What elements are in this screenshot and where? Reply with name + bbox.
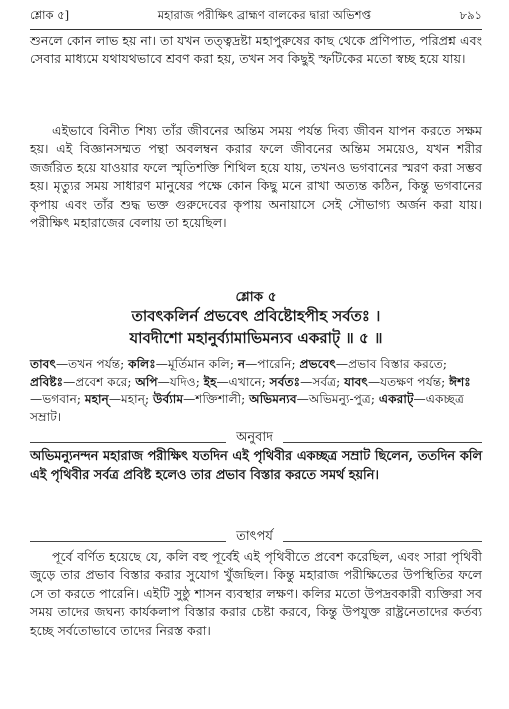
synonym-meaning: তখন পর্যন্ত — [68, 357, 121, 371]
synonym-word: কলিঃ — [128, 357, 156, 371]
verse-line-2: যাবদীশো মহানুর্ব্যামাভিমন্যব একরাট্ ॥ ৫ ॥ — [129, 329, 383, 347]
synonym-meaning: অভিমন্যু-পুত্র — [308, 392, 371, 407]
synonym-word: অপি — [135, 374, 158, 389]
synonym-meaning: একচ্ছত্র সম্রাট — [30, 392, 465, 424]
synonym-meaning: এখানে — [228, 374, 262, 389]
synonym-meaning: যদিও — [169, 374, 196, 389]
page-header — [30, 4, 482, 28]
synonyms-block: তাবৎ—তখন পর্যন্ত; কলিঃ—মূর্তিমান কলি; ন—পারেনি; প্রভবেৎ—প্রভাব বিস্তার করতে; প্রবিষ্টঃ—প্রবেশ করে; অপি—যদিও; ইহ—এখানে; সর্বতঃ—সর্বত্র; যাবৎ—যতক্ষণ পর্যন্ত; ঈশঃ—ভগবান; মহান্—মহান্; উর্ব্যাম—শক্তিশালী; অভিমন্যব—অভিমন্যু-পুত্র; একরাট্—একচ্ছত্র সম্রাট। — [30, 357, 471, 424]
purport-text: পূর্বে বর্ণিত হয়েছে যে, কলি বহু পূর্বেই এই পৃথিবীতে প্রবেশ করেছিল, এবং সারা পৃথিবী জুড়ে তার প্রভাব বিস্তার করার সুযোগ খুঁজছিল। কিন্তু মহারাজ পরীক্ষিতের উপস্থিতির ফলে সে তা করতে পারেনি। এইটি সুষ্ঠু শাসন ব্যবস্থার লক্ষণ। কলির মতো উপদ্রবকারী ব্যক্তিরা সব সময় তাদের জঘন্য কার্যকলাপ বিস্তার করার চেষ্টা করবে, কিন্তু উপযুক্ত রাষ্ট্রনেতাদের কর্তব্য হচ্ছে সর্বতোভাবে তাদের নিরস্ত করা। — [30, 549, 482, 638]
synonym-word: ঈশঃ — [449, 374, 471, 389]
translation-heading: অনুবাদ — [226, 428, 283, 449]
synonym-meaning: মূর্তিমান কলি — [167, 357, 230, 371]
synonym-word: সর্বতঃ — [269, 374, 301, 389]
sloka-label: শ্লোক ৫ — [235, 289, 277, 305]
synonym-word: অভিমন্যব — [249, 392, 297, 407]
synonym-meaning: ভগবান — [42, 392, 77, 407]
synonym-word: উর্ব্যাম — [152, 392, 184, 407]
synonym-word: একরাট্ — [378, 392, 414, 407]
intro-paragraph-1: শুনলে কোন লাভ হয় না। তা যখন তত্ত্বদ্রষ্টা মহাপুরুষের কাছ থেকে প্রণিপাত, পরিপ্রশ্ন এবং সেবার মাধ্যমে যথাযথভাবে শ্রবণ করা হয়, তখন সব কিছুই স্ফটিকের মতো স্বচ্ছ হয়ে যায়। — [30, 33, 482, 67]
synonym-meaning: প্রবেশ করে — [75, 374, 128, 389]
synonym-word: প্রভবেৎ — [299, 357, 336, 371]
purport-heading: তাৎপর্য — [226, 527, 283, 548]
header-chapter-title: মহারাজ পরীক্ষিৎ ব্রাহ্মণ বালকের দ্বারা অভিশপ্ত — [157, 7, 371, 22]
synonym-meaning: যতক্ষণ পর্যন্ত — [380, 374, 442, 389]
synonym-word: যাবৎ — [344, 374, 368, 389]
synonym-meaning: পারেনি — [257, 357, 292, 371]
synonym-word: মহান্ — [84, 392, 109, 407]
purport-heading-block — [0, 524, 509, 544]
header-page-number: ৮৯১ — [459, 7, 482, 22]
synonym-word: প্রবিষ্টঃ — [30, 374, 64, 389]
synonym-word: ইহ — [203, 374, 217, 389]
verse-line-1: তাবৎকলির্ন প্রভবেৎ প্রবিষ্টোহপীহ সর্বতঃ । — [131, 307, 381, 325]
synonym-meaning: সর্বত্র — [312, 374, 337, 389]
intro-paragraph-2: এইভাবে বিনীত শিষ্য তাঁর জীবনের অন্তিম সময় পর্যন্ত দিব্য জীবন যাপন করতে সক্ষম হয়। এই বিজ্ঞানসম্মত পন্থা অবলম্বন করার ফলে জীবনের অন্তিম সময়েও, যখন শরীর জর্জরিত হয়ে যাওয়ার ফলে স্মৃতিশক্তি শিথিল হয়ে যায়, তখনও ভগবানের স্মরণ করা সম্ভব হয়। মৃত্যুর সময় সাধারণ মানুষের পক্ষে কোন কিছু মনে রাখা অত্যন্ত কঠিন, কিন্তু ভগবানের কৃপায় এবং তাঁর শুদ্ধ ভক্ত গুরুদেবের কৃপায় অনায়াসে সেই সৌভাগ্য অর্জন করা যায়। পরীক্ষিৎ মহারাজের বেলায় তা হয়েছিল। — [30, 123, 482, 231]
synonym-meaning: প্রভাব বিস্তার করতে — [348, 357, 443, 371]
header-sloka-ref: শ্লোক ৫] — [30, 7, 70, 22]
translation-text: অভিমন্যুনন্দন মহারাজ পরীক্ষিৎ যতদিন এই পৃথিবীর একচ্ছত্র সম্রাট ছিলেন, ততদিন কলি এই পৃথিবীর সর্বত্র প্রবিষ্ট হলেও তার প্রভাব বিস্তার করতে সমর্থ হয়নি। — [30, 449, 482, 483]
synonym-meaning: শক্তিশালী — [195, 392, 242, 407]
header-rule — [30, 29, 482, 30]
synonym-word: ন — [237, 357, 246, 371]
translation-heading-block — [0, 425, 509, 445]
synonym-meaning: মহান্ — [121, 392, 145, 407]
synonym-word: তাবৎ — [30, 357, 56, 371]
